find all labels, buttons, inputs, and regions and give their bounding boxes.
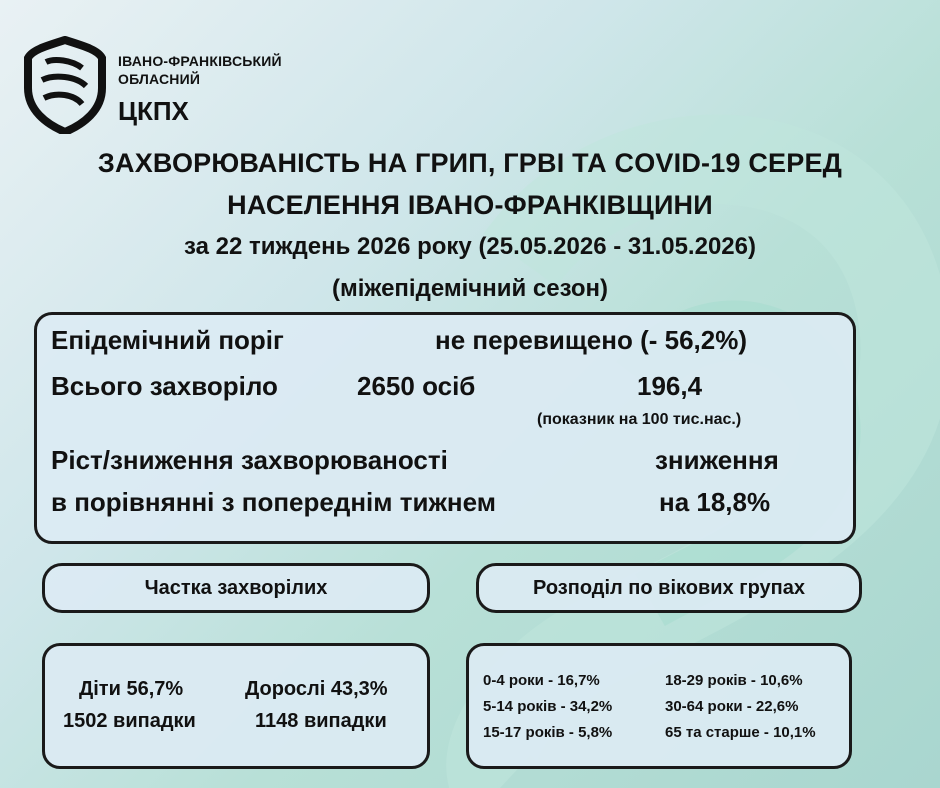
age-groups-header-label: Розподіл по вікових групах (533, 576, 805, 599)
total-count: 2650 осіб (357, 371, 476, 401)
age-group-item: 0-4 роки - 16,7% (483, 672, 600, 689)
adults-cases: 1148 випадки (255, 710, 387, 732)
children-cases: 1502 випадки (63, 710, 196, 732)
trend-label-line2: в порівнянні з попереднім тижнем (51, 487, 496, 517)
share-header-label: Частка захворілих (144, 576, 328, 599)
threshold-label: Епідемічний поріг (51, 325, 284, 355)
age-group-item: 15-17 років - 5,8% (483, 724, 613, 741)
adults-share: Дорослі 43,3% (245, 678, 388, 700)
age-groups-header (476, 563, 862, 613)
age-group-item: 5-14 років - 34,2% (483, 698, 613, 715)
title-season: (міжепідемічний сезон) (331, 275, 609, 302)
title-line-1: ЗАХВОРЮВАНІСТЬ НА ГРИП, ГРВІ ТА COVID-19 СЕРЕД (97, 148, 843, 178)
org-name-line1: ІВАНО-ФРАНКІВСЬКИЙ (118, 53, 282, 69)
trend-value-line2: на 18,8% (659, 487, 771, 517)
incidence-rate-note: (показник на 100 тис.нас.) (537, 411, 742, 428)
share-header (42, 563, 430, 613)
page-title (0, 142, 940, 310)
trend-label-line1: Ріст/зниження захворюваності (51, 445, 448, 475)
threshold-value: не перевищено (- 56,2%) (435, 325, 747, 355)
age-group-item: 30-64 роки - 22,6% (665, 698, 799, 715)
trend-value-line1: зниження (655, 445, 779, 475)
total-label: Всього захворіло (51, 371, 278, 401)
org-name-line2: ОБЛАСНИЙ (118, 71, 201, 87)
incidence-rate: 196,4 (637, 371, 703, 401)
org-short-name: ЦКПХ (118, 96, 189, 126)
children-share: Діти 56,7% (79, 678, 184, 700)
age-groups-panel (466, 643, 852, 769)
age-group-item: 18-29 років - 10,6% (665, 672, 803, 689)
summary-panel (34, 312, 856, 544)
share-panel (42, 643, 430, 769)
shield-icon (24, 36, 106, 134)
title-period: за 22 тиждень 2026 року (25.05.2026 - 31.05.2026) (184, 233, 756, 260)
organization-name (118, 52, 282, 126)
age-group-item: 65 та старше - 10,1% (665, 724, 816, 741)
organization-logo (24, 36, 106, 134)
title-line-2: НАСЕЛЕННЯ ІВАНО-ФРАНКІВЩИНИ (227, 190, 713, 220)
